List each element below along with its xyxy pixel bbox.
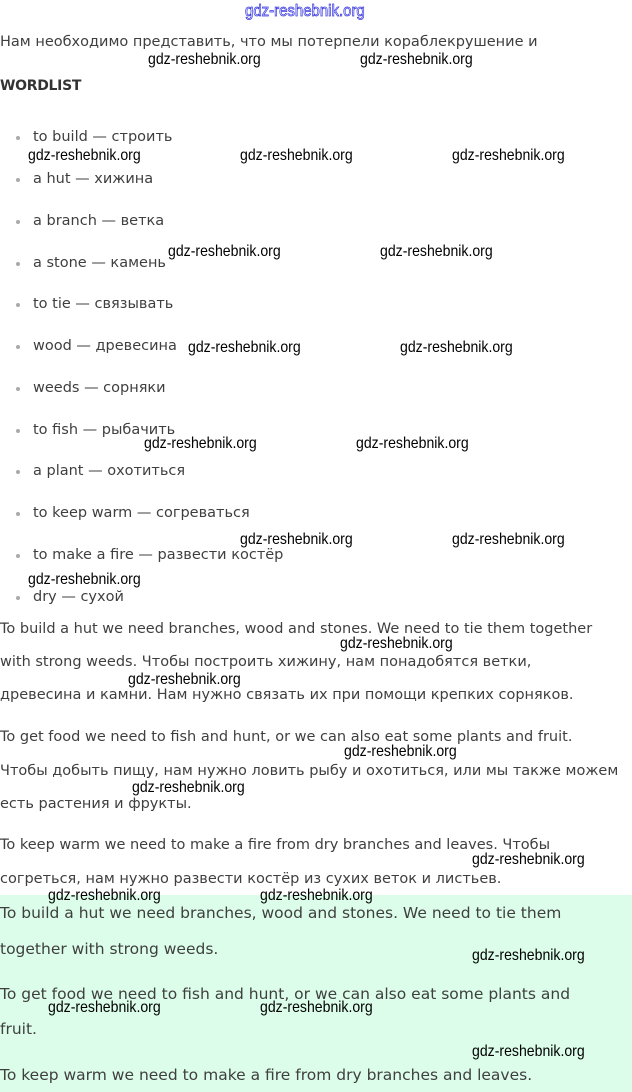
bullet-icon bbox=[16, 470, 20, 474]
answer-line: To get food we need to fish and hunt, or we can also eat some plants and bbox=[0, 985, 571, 1003]
wordlist-item: a branch — ветка bbox=[33, 213, 165, 229]
watermark: gdz-reshebnik.org bbox=[188, 339, 301, 356]
wordlist-item: wood — древесина bbox=[33, 338, 177, 354]
bullet-icon bbox=[16, 345, 20, 349]
watermark: gdz-reshebnik.org bbox=[472, 1043, 585, 1060]
watermark: gdz-reshebnik.org bbox=[380, 243, 493, 260]
wordlist-item: a plant — охотиться bbox=[33, 463, 186, 479]
watermark: gdz-reshebnik.org bbox=[400, 339, 513, 356]
watermark: gdz-reshebnik.org bbox=[48, 999, 161, 1016]
bullet-icon bbox=[16, 262, 20, 266]
watermark: gdz-reshebnik.org bbox=[356, 435, 469, 452]
paragraph-line: To get food we need to fish and hunt, or we can also eat some plants and fruit. bbox=[0, 729, 573, 745]
watermark: gdz-reshebnik.org bbox=[128, 671, 241, 688]
watermark: gdz-reshebnik.org bbox=[28, 571, 141, 588]
bullet-icon bbox=[16, 429, 20, 433]
paragraph-line: согреться, нам нужно развести костёр из сухих веток и листьев. bbox=[0, 871, 502, 887]
watermark: gdz-reshebnik.org bbox=[260, 887, 373, 904]
wordlist-item: to make a fire — развести костёр bbox=[33, 547, 284, 563]
watermark: gdz-reshebnik.org bbox=[28, 147, 141, 164]
bullet-icon bbox=[16, 178, 20, 182]
wordlist-heading: WORDLIST bbox=[0, 78, 82, 94]
watermark: gdz-reshebnik.org bbox=[240, 531, 353, 548]
watermark-logo: gdz-reshebnik.org bbox=[245, 1, 365, 20]
watermark: gdz-reshebnik.org bbox=[48, 887, 161, 904]
watermark: gdz-reshebnik.org bbox=[144, 435, 257, 452]
paragraph-line: Чтобы добыть пищу, нам нужно ловить рыбу и охотиться, или мы также можем bbox=[0, 763, 619, 779]
bullet-icon bbox=[16, 554, 20, 558]
paragraph-line: To build a hut we need branches, wood and stones. We need to tie them together bbox=[0, 621, 593, 637]
bullet-icon bbox=[16, 596, 20, 600]
answer-line: fruit. bbox=[0, 1020, 37, 1038]
wordlist-item: weeds — сорняки bbox=[33, 380, 166, 396]
paragraph-line: есть растения и фрукты. bbox=[0, 796, 192, 812]
watermark: gdz-reshebnik.org bbox=[148, 51, 261, 68]
watermark: gdz-reshebnik.org bbox=[344, 743, 457, 760]
answer-line: To keep warm we need to make a fire from dry branches and leaves. bbox=[0, 1066, 533, 1084]
watermark: gdz-reshebnik.org bbox=[260, 999, 373, 1016]
answer-line: To build a hut we need branches, wood and stones. We need to tie them bbox=[0, 904, 562, 922]
wordlist-item: to build — строить bbox=[33, 129, 173, 145]
watermark: gdz-reshebnik.org bbox=[452, 531, 565, 548]
wordlist-item: a stone — камень bbox=[33, 255, 166, 271]
answer-line: together with strong weeds. bbox=[0, 940, 219, 958]
wordlist-item: to keep warm — согреваться bbox=[33, 505, 250, 521]
bullet-icon bbox=[16, 220, 20, 224]
paragraph-line: To keep warm we need to make a fire from dry branches and leaves. Чтобы bbox=[0, 837, 551, 853]
watermark: gdz-reshebnik.org bbox=[240, 147, 353, 164]
paragraph-line: древесина и камни. Нам нужно связать их при помощи крепких сорняков. bbox=[0, 687, 574, 703]
watermark: gdz-reshebnik.org bbox=[340, 635, 453, 652]
watermark: gdz-reshebnik.org bbox=[168, 243, 281, 260]
watermark: gdz-reshebnik.org bbox=[452, 147, 565, 164]
watermark: gdz-reshebnik.org bbox=[472, 851, 585, 868]
wordlist-item: to tie — связывать bbox=[33, 296, 174, 312]
bullet-icon bbox=[16, 136, 20, 140]
watermark: gdz-reshebnik.org bbox=[472, 947, 585, 964]
watermark: gdz-reshebnik.org bbox=[360, 51, 473, 68]
bullet-icon bbox=[16, 303, 20, 307]
wordlist-item: to fish — рыбачить bbox=[33, 422, 176, 438]
bullet-icon bbox=[16, 387, 20, 391]
wordlist-item: dry — сухой bbox=[33, 589, 124, 605]
bullet-icon bbox=[16, 512, 20, 516]
watermark: gdz-reshebnik.org bbox=[132, 779, 245, 796]
intro-text: Нам необходимо представить, что мы потерпели кораблекрушение и bbox=[0, 34, 538, 50]
paragraph-line: with strong weeds. Чтобы построить хижину, нам понадобятся ветки, bbox=[0, 654, 532, 670]
wordlist-item: a hut — хижина bbox=[33, 171, 154, 187]
